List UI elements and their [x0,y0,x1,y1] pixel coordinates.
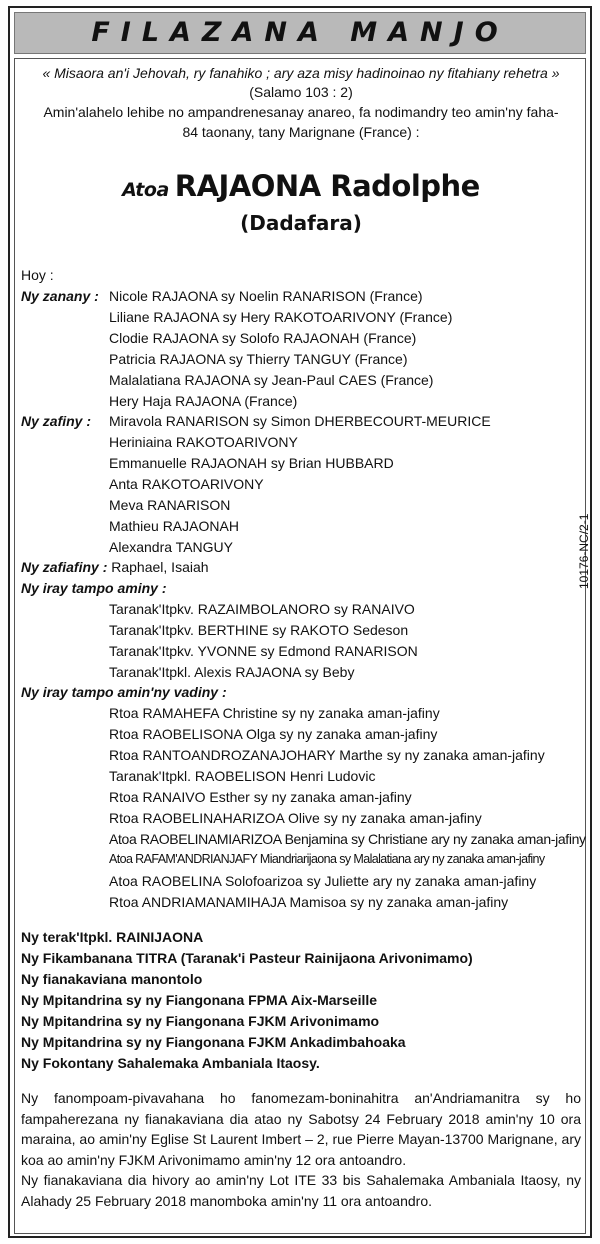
intro-line-1: Amin'alahelo lehibe no ampandrenesanay anareo, fa nodimandry teo amin'ny faha- [43,104,559,120]
zafiny-item: Anta RAKOTOARIVONY [109,476,264,492]
family-line: Ny Mpitandrina sy ny Fiangonana FPMA Aix-Marseille [21,992,378,1008]
reference-code: 10176-NC/2-1 [577,513,591,589]
header-title: FILAZANA MANJO [91,17,509,48]
zafiny-item: Alexandra TANGUY [109,539,233,555]
deceased-nickname: (Dadafara) [240,211,362,235]
iray-tampo-vadiny-item: Rtoa RAMAHEFA Christine sy ny zanaka aman-jafiny [109,705,440,721]
iray-tampo-vadiny-item: Rtoa RAOBELINAHARIZOA Olive sy ny zanaka aman-jafiny [109,810,482,826]
zafiafiny-label: Ny zafiafiny : [21,559,108,575]
family-line: Ny terak'Itpkl. RAINIJAONA [21,929,204,945]
zanany-item: Hery Haja RAJAONA (France) [109,393,298,409]
iray-tampo-vadiny-label: Ny iray tampo amin'ny vadiny : [21,684,227,700]
notice-frame [8,6,592,1238]
family-line: Ny Fokontany Sahalemaka Ambaniala Itaosy. [21,1055,320,1071]
hoy-label: Hoy : [21,267,54,283]
zafiny-item: Emmanuelle RAJAONAH sy Brian HUBBARD [109,455,394,471]
iray-tampo-vadiny-item: Atoa RAOBELINAMIARIZOA Benjamina sy Christiane ary ny zanaka aman-jafiny [109,831,586,847]
family-line: Ny Mpitandrina sy ny Fiangonana FJKM Ankadimbahoaka [21,1034,406,1050]
family-line: Ny Mpitandrina sy ny Fiangonana FJKM Arivonimamo [21,1013,380,1029]
iray-tampo-vadiny-item: Rtoa ANDRIAMANAMIHAJA Mamisoa sy ny zanaka aman-jafiny [109,894,509,910]
iray-tampo-vadiny-item: Rtoa RAOBELISONA Olga sy ny zanaka aman-jafiny [109,726,438,742]
iray-tampo-vadiny-item: Atoa RAFAM'ANDRIANJAFY Miandriarijaona sy Malalatiana ary ny zanaka aman-jafiny [109,852,545,866]
iray-tampo-aminy-item: Taranak'Itpkv. BERTHINE sy RAKOTO Sedeson [109,622,409,638]
notice-body [14,58,591,1234]
zanany-label: Ny zanany : [21,288,99,304]
zanany-item: Patricia RAJAONA sy Thierry TANGUY (France) [109,351,408,367]
zafiafiny-row [21,559,209,575]
iray-tampo-vadiny-item: Rtoa RANAIVO Esther sy ny zanaka aman-jafiny [109,789,412,805]
iray-tampo-aminy-item: Taranak'Itpkv. YVONNE sy Edmond RANARISON [109,643,418,659]
iray-tampo-vadiny-item: Taranak'Itpkl. RAOBELISON Henri Ludovic [109,768,376,784]
gathering-paragraph: Ny fianakaviana dia hivory ao amin'ny Lot ITE 33 bis Sahalemaka Ambaniala Itaosy, ny Alahady 25 February 2018 manomboka amin'ny 11 ora antoandro. [21,1172,581,1209]
intro-line-2: 84 taonany, tany Marignane (France) : [182,124,420,140]
zafiny-item: Miravola RANARISON sy Simon DHERBECOURT-MEURICE [109,413,491,429]
family-line: Ny Fikambanana TITRA (Taranak'i Pasteur Rainijaona Arivonimamo) [21,950,473,966]
deceased-title: Atoa [122,179,169,201]
bible-quote: « Misaora an'i Jehovah, ry fanahiko ; ary aza misy hadinoinao ny fitahiany rehetra » [42,65,560,81]
iray-tampo-vadiny-item: Rtoa RANTOANDROZANAJOHARY Marthe sy ny zanaka aman-jafiny [109,747,545,763]
zanany-item: Malalatiana RAJAONA sy Jean-Paul CAES (France) [109,372,434,388]
iray-tampo-aminy-item: Taranak'Itpkv. RAZAIMBOLANORO sy RANAIVO [109,601,415,617]
zafiny-label: Ny zafiny : [21,413,92,429]
iray-tampo-aminy-label: Ny iray tampo aminy : [21,580,167,596]
ceremony-paragraph: Ny fanompoam-pivavahana ho fanomezam-boninahitra an'Andriamanitra sy ho fampaherezana ny fianakaviana dia atao ny Sabotsy 24 February 2018 amin'ny 10 ora maraina, ao amin'ny Eglise St Laurent Imbert – 2, rue Pierre Mayan-13700 Marignane, ary koa ao amin'ny FJKM Arivonimamo amin'ny 12 ora antoandro. [21,1090,581,1168]
deceased-name: RAJAONA Radolphe [174,169,480,203]
zafiny-item: Heriniaina RAKOTOARIVONY [109,434,298,450]
deceased-name-heading [15,169,587,203]
zafiafiny-text: Raphael, Isaiah [107,559,209,575]
family-line: Ny fianakaviana manontolo [21,971,203,987]
zanany-item: Nicole RAJAONA sy Noelin RANARISON (France) [109,288,423,304]
zanany-item: Liliane RAJAONA sy Hery RAKOTOARIVONY (France) [109,309,453,325]
zanany-item: Clodie RAJAONA sy Solofo RAJAONAH (France) [109,330,417,346]
zafiny-item: Meva RANARISON [109,497,231,513]
header-banner [14,12,586,54]
iray-tampo-vadiny-item: Atoa RAOBELINA Solofoarizoa sy Juliette ary ny zanaka aman-jafiny [109,873,537,889]
bible-reference: (Salamo 103 : 2) [249,84,353,100]
iray-tampo-aminy-item: Taranak'Itpkl. Alexis RAJAONA sy Beby [109,664,355,680]
zafiny-item: Mathieu RAJAONAH [109,518,239,534]
